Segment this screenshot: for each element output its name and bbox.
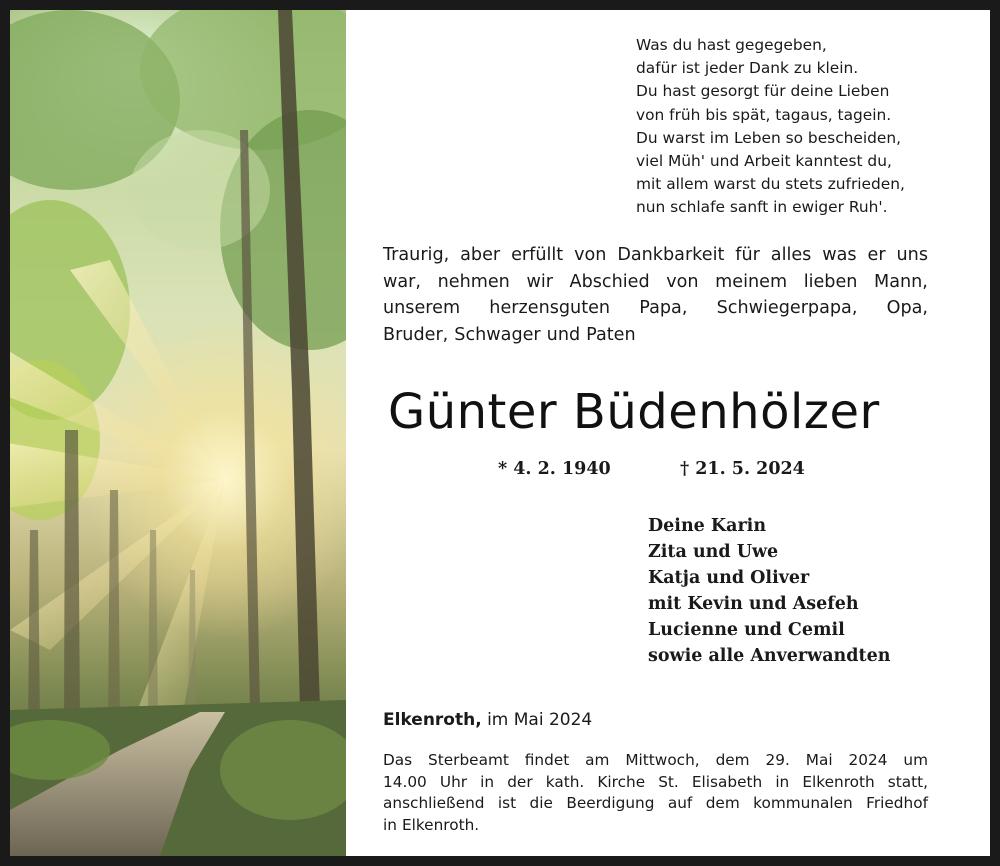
place-date	[383, 708, 592, 732]
word: für	[735, 245, 760, 265]
poem-line: Du hast gesorgt für deine Lieben	[636, 82, 890, 101]
word: war,	[383, 271, 421, 292]
word: findet	[524, 751, 570, 769]
word: er	[867, 245, 886, 265]
mourner-line: sowie alle Anverwandten	[648, 646, 891, 666]
birth-date: * 4. 2. 1940	[498, 459, 611, 479]
intro-paragraph	[383, 242, 928, 348]
word: Abschied	[569, 271, 650, 292]
poem-line: nun schlafe sanft in ewiger Ruh'.	[636, 198, 888, 217]
mourner-line: Deine Karin	[648, 516, 767, 536]
word: Mann,	[874, 271, 928, 292]
intro-line	[383, 242, 928, 269]
word: 14.00	[383, 772, 427, 791]
place-month: im Mai 2024	[487, 710, 593, 730]
word: Opa,	[886, 298, 928, 319]
word: von	[574, 245, 607, 265]
word: lieben	[803, 271, 858, 292]
forest-illustration	[10, 10, 346, 856]
word: der	[507, 772, 533, 791]
word: am	[585, 751, 610, 769]
word: um	[903, 751, 928, 769]
poem-line: mit allem warst du stets zufrieden,	[636, 175, 905, 194]
word: Elkenroth	[802, 772, 875, 791]
notice-line	[383, 793, 928, 815]
word: unserem	[383, 298, 461, 319]
word: Mai	[805, 751, 833, 769]
mourner-line: Lucienne und Cemil	[648, 620, 845, 640]
word: und	[546, 324, 581, 345]
word: in	[775, 772, 790, 791]
poem-line: Was du hast gegegeben,	[636, 36, 827, 54]
word: in	[480, 772, 495, 791]
word: Elkenroth.	[401, 815, 480, 834]
word: dem	[705, 794, 740, 812]
word: dem	[715, 751, 750, 769]
mourner-line: Katja und Oliver	[648, 568, 810, 588]
word: Friedhof	[866, 794, 928, 812]
word: von	[666, 271, 699, 292]
intro-line	[383, 322, 928, 349]
word: Schwiegerpapa,	[716, 298, 858, 319]
word: Kirche	[597, 772, 646, 791]
word: was	[822, 245, 857, 265]
word: Dankbarkeit	[617, 245, 725, 265]
poem-line: dafür ist jeder Dank zu klein.	[636, 59, 859, 78]
word: nehmen	[437, 271, 510, 292]
notice-line	[383, 815, 928, 837]
word: meinem	[715, 271, 788, 292]
word: Mittwoch,	[625, 751, 700, 769]
word: erfüllt	[511, 245, 564, 265]
word: in	[383, 815, 397, 834]
poem-line: Du warst im Leben so bescheiden,	[636, 128, 902, 147]
word: Schwager	[454, 324, 541, 345]
word: kommunalen	[753, 794, 853, 812]
word: ist	[497, 794, 517, 812]
word: 29.	[765, 751, 790, 769]
word: Beerdigung	[566, 794, 655, 812]
forest-sunlight-photo	[10, 10, 346, 856]
word: statt,	[887, 772, 928, 791]
word: wir	[526, 271, 553, 292]
intro-line	[383, 295, 928, 322]
word: Sterbeamt	[428, 751, 509, 769]
word: herzensguten	[489, 298, 611, 319]
word: Das	[383, 751, 413, 769]
word: Elisabeth	[691, 772, 763, 791]
poem-line: viel Müh' und Arbeit kanntest du,	[636, 152, 892, 171]
word: Paten	[586, 324, 636, 345]
word: aber	[460, 245, 501, 265]
word: uns	[896, 245, 928, 265]
poem	[636, 34, 936, 220]
word: St.	[658, 772, 679, 791]
word: Papa,	[639, 298, 688, 319]
mourner-line: mit Kevin und Asefeh	[648, 594, 859, 614]
word: alles	[770, 245, 812, 265]
word: kath.	[545, 772, 585, 791]
word: 2024	[848, 751, 888, 769]
place-city: Elkenroth,	[383, 710, 482, 730]
poem-line: von früh bis spät, tagaus, tagein.	[636, 105, 892, 124]
word: Bruder,	[383, 324, 449, 345]
word: anschließend	[383, 794, 485, 812]
death-date: † 21. 5. 2024	[680, 459, 805, 479]
word: Uhr	[439, 772, 468, 791]
notice-line	[383, 750, 928, 772]
mourners-list	[648, 513, 890, 669]
deceased-name: Günter Büdenhölzer	[388, 384, 880, 440]
word: die	[529, 794, 553, 812]
notice-line	[383, 772, 928, 794]
funeral-notice	[383, 750, 928, 836]
mourner-line: Zita und Uwe	[648, 542, 779, 562]
word: auf	[667, 794, 693, 812]
intro-line	[383, 269, 928, 296]
word: Traurig,	[383, 245, 450, 265]
